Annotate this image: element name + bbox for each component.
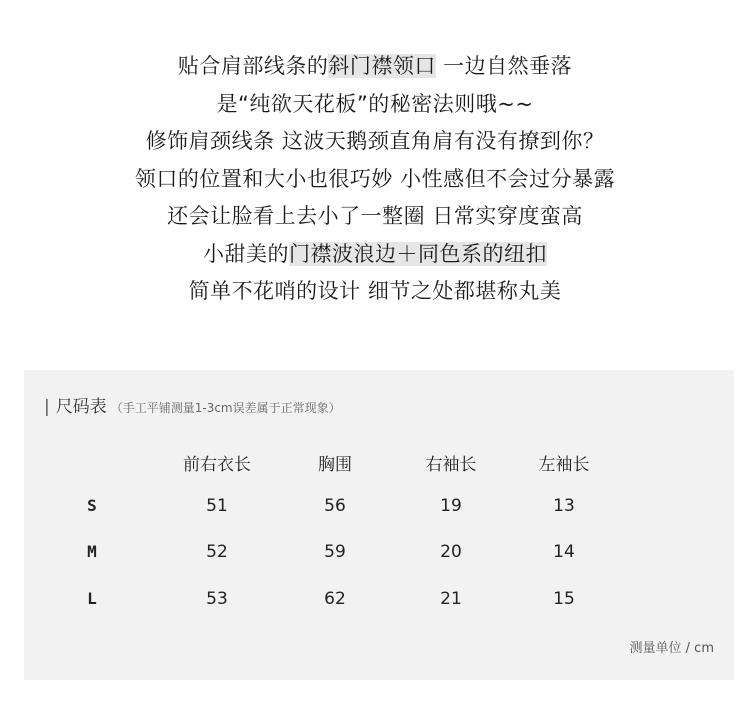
highlighted-phrase: 门襟波浪边＋同色系的纽扣 <box>289 241 547 266</box>
header-front-length: 前右衣长 <box>183 455 251 475</box>
description-line-7: 简单不花哨的设计 细节之处都堪称丸美 <box>188 279 562 303</box>
table-cell: 59 <box>324 542 346 562</box>
table-cell: 15 <box>553 589 575 609</box>
table-cell: 51 <box>206 496 228 516</box>
table-cell: 13 <box>553 496 575 516</box>
description-line-4: 领口的位置和大小也很巧妙 小性感但不会过分暴露 <box>134 166 616 191</box>
table-cell: 21 <box>440 589 462 609</box>
table-cell: 62 <box>324 589 346 609</box>
measurement-unit: 测量单位 / cm <box>629 641 714 656</box>
description-line-1: 贴合肩部线条的斜门襟领口 一边自然垂落 <box>177 54 573 78</box>
description-block <box>0 48 750 311</box>
table-cell: 19 <box>440 496 462 516</box>
table-cell: 20 <box>440 542 462 562</box>
header-right-sleeve: 右袖长 <box>425 455 477 475</box>
size-label: S <box>87 496 97 515</box>
table-cell: 52 <box>206 542 228 562</box>
description-line-2: 是“纯欲天花板”的秘密法则哦~~ <box>216 91 534 116</box>
description-line-6: 小甜美的门襟波浪边＋同色系的纽扣 <box>203 241 547 266</box>
title-bar-divider: | <box>44 397 50 417</box>
table-cell: 53 <box>206 589 228 609</box>
size-chart-panel <box>24 370 734 680</box>
header-left-sleeve: 左袖长 <box>538 455 590 475</box>
size-chart-title <box>44 392 341 417</box>
size-chart-heading: 尺码表 <box>55 397 107 417</box>
size-label: L <box>87 589 97 608</box>
description-line-5: 还会让脸看上去小了一整圈 日常实穿度蛮高 <box>167 204 583 228</box>
highlighted-phrase: 斜门襟领口 <box>328 54 436 78</box>
header-chest: 胸围 <box>318 455 352 475</box>
table-cell: 56 <box>324 496 346 516</box>
description-line-3: 修饰肩颈线条 这波天鹅颈直角肩有没有撩到你？ <box>145 129 605 153</box>
size-label: M <box>87 542 97 561</box>
measurement-note: （手工平铺测量1-3cm误差属于正常现象） <box>110 401 341 415</box>
table-cell: 14 <box>553 542 575 562</box>
